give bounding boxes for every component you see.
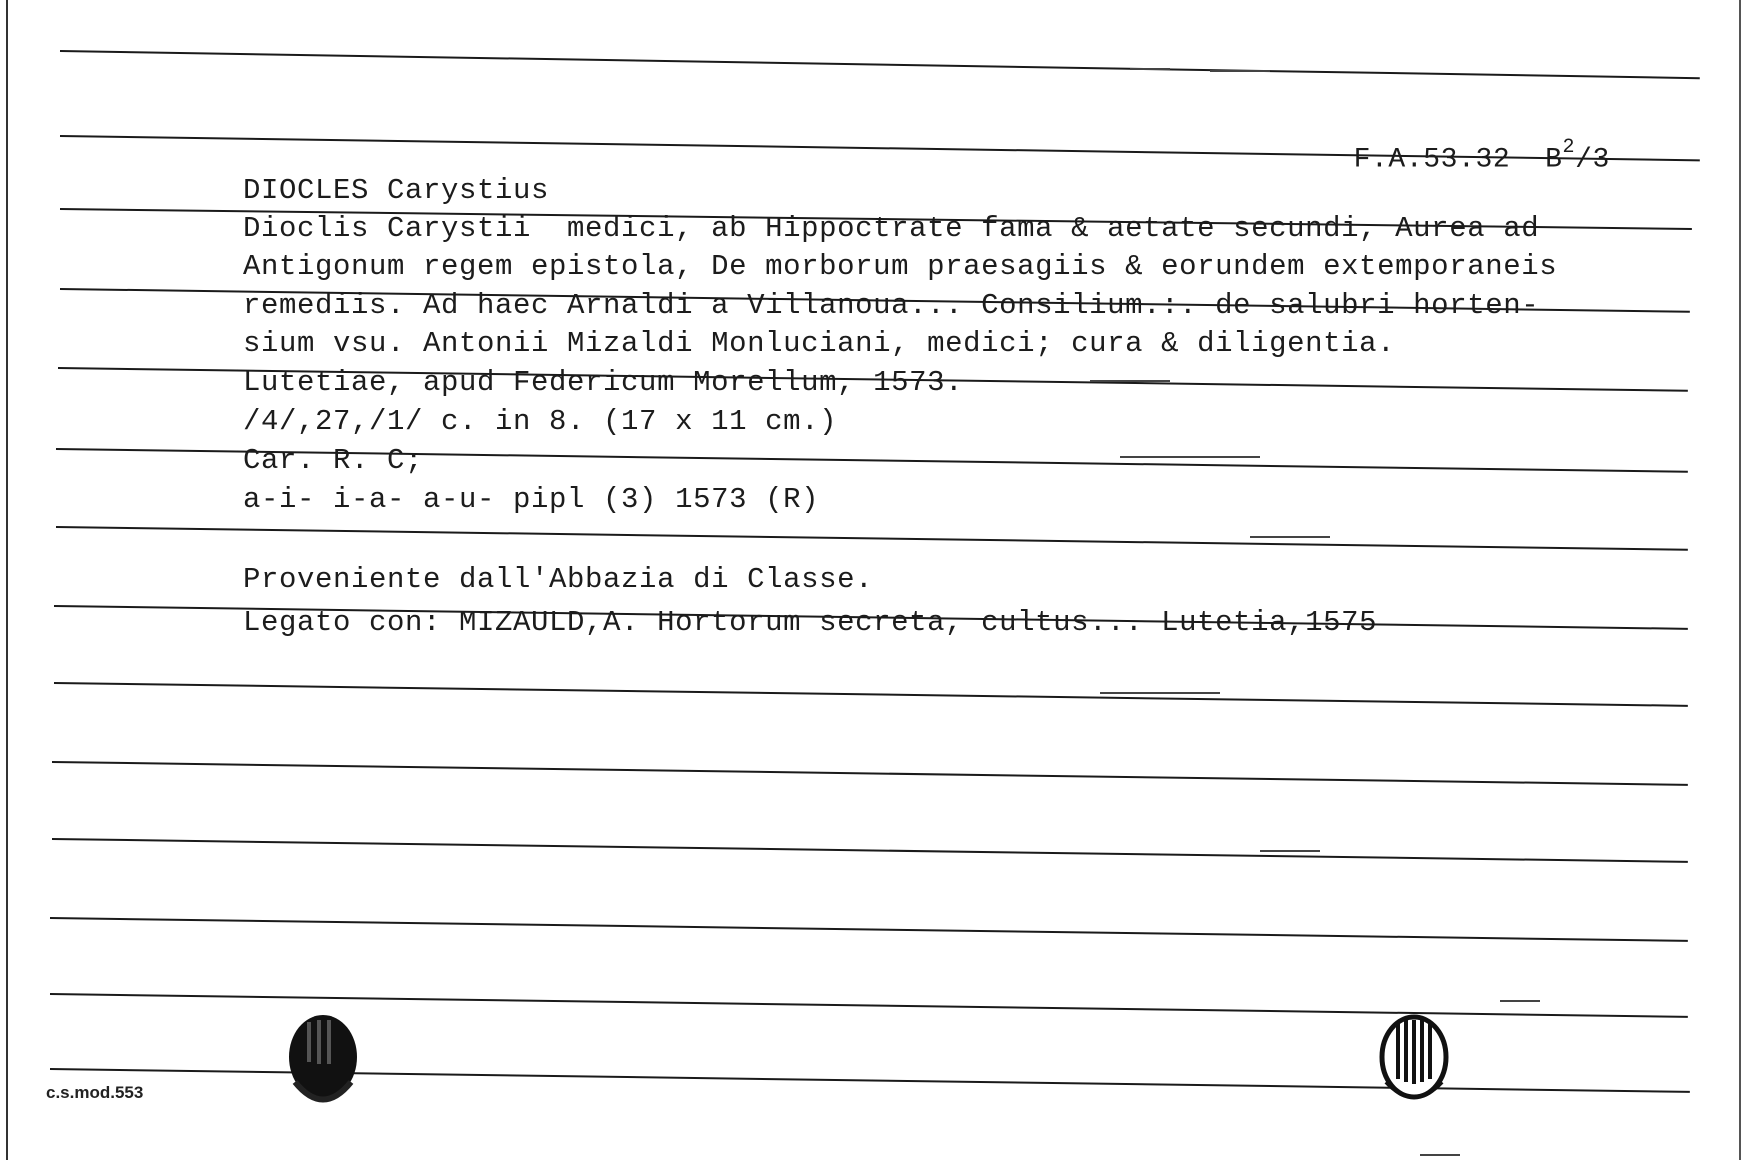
title-line-3: remediis. Ad haec Arnaldi a Villanoua... Consilium.:. de salubri horten- (243, 289, 1540, 322)
shelfmark-number: F.A.53.32 (1353, 144, 1511, 176)
type-note: Car. R. C; (243, 444, 424, 477)
scan-speck (1260, 850, 1320, 852)
ruled-line (60, 50, 1700, 79)
ruled-line (52, 838, 1688, 863)
imprint: Lutetiae, apud Federicum Morellum, 1573. (243, 366, 964, 399)
entry-heading: DIOCLES Carystius (243, 174, 550, 207)
title-line-1: Dioclis Carystii medici, ab Hippoctrate fama & aetate secundi, Aurea ad (243, 212, 1540, 245)
binding-hole-right (1374, 1012, 1454, 1112)
title-line-2: Antigonum regem epistola, De morborum praesagiis & eorundem extemporaneis (243, 250, 1558, 283)
scan-speck (1420, 1154, 1460, 1156)
scan-speck (1100, 692, 1220, 694)
ruled-line (54, 682, 1688, 707)
bound-with-note: Legato con: MIZAULD,A. Hortorum secreta, cultus... Lutetia,1575 (243, 606, 1378, 639)
scan-speck (1210, 70, 1270, 72)
ruled-line (50, 917, 1688, 942)
ruled-line (52, 761, 1688, 786)
collation: /4/,27,/1/ c. in 8. (17 x 11 cm.) (243, 405, 838, 438)
scan-speck (1250, 536, 1330, 538)
shelfmark (1284, 114, 1610, 202)
location-prefix: B (1545, 144, 1563, 176)
scan-speck (1090, 380, 1170, 382)
scan-speck (1130, 68, 1170, 70)
scan-speck (1120, 456, 1260, 458)
card-left-edge (6, 0, 8, 1160)
provenance: Proveniente dall'Abbazia di Classe. (243, 563, 874, 596)
form-code: c.s.mod.553 (46, 1083, 144, 1102)
location-suffix: /3 (1575, 144, 1610, 176)
title-line-4: sium vsu. Antonii Mizaldi Monluciani, medici; cura & diligentia. (243, 327, 1396, 360)
binding-hole-left (283, 1012, 363, 1112)
ruled-line (56, 526, 1688, 551)
card-right-edge (1739, 0, 1741, 1160)
fingerprint: a-i- i-a- a-u- pipl (3) 1573 (R) (243, 483, 820, 516)
scan-speck (1500, 1000, 1540, 1002)
location-superscript: 2 (1562, 136, 1576, 159)
